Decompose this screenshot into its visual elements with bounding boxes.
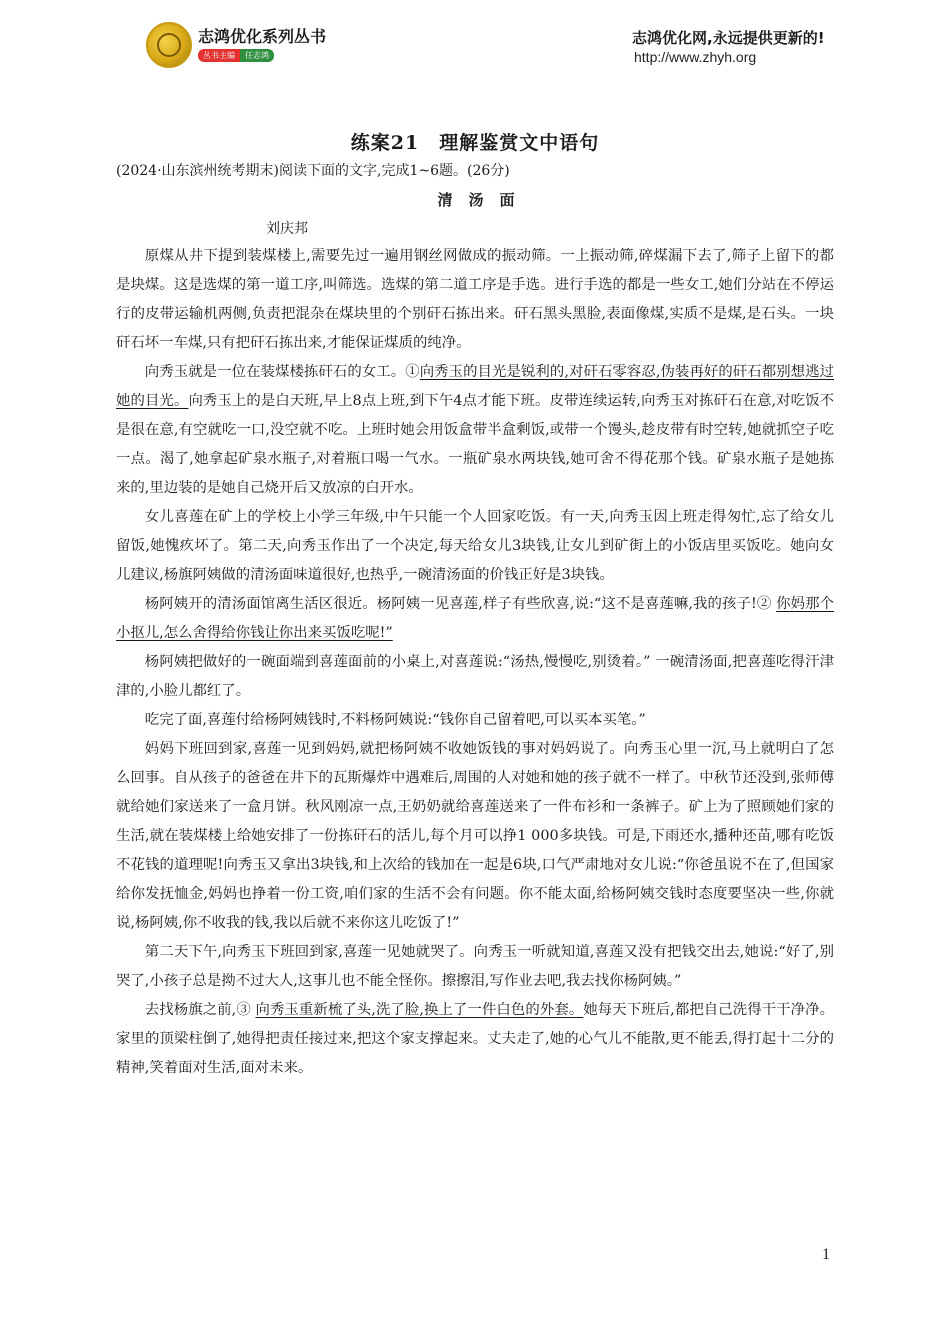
editor-label: 丛书主编 [198,49,240,62]
paragraph-text: 杨阿姨把做好的一碗面端到喜莲面前的小桌上,对喜莲说:“汤热,慢慢吃,别烫着。” 一碗清汤面,把喜莲吃得汗津津的,小脸儿都红了。 [116,654,834,699]
story-paragraph [116,938,834,996]
story-paragraph [116,996,834,1083]
paragraph-text: 去找杨旗之前,③ [144,1002,256,1018]
header-url[interactable]: http://www.zhyh.org [634,49,757,65]
story-body [116,242,834,1083]
page-title: 练案21 理解鉴赏文中语句 [350,132,600,154]
paragraph-text: 女儿喜莲在矿上的学校上小学三年级,中午只能一个人回家吃饭。有一天,向秀玉因上班走得匆忙,忘了给女儿留饭,她愧疚坏了。第二天,向秀玉作出了一个决定,每天给女儿3块钱,让女儿到矿街上的小饭店里买饭吃。她向女儿建议,杨旗阿姨做的清汤面味道很好,也热乎,一碗清汤面的价钱正好是3块钱。 [116,509,834,583]
story-paragraph [116,590,834,648]
paragraph-text: 杨阿姨开的清汤面馆离生活区很近。杨阿姨一见喜莲,样子有些欣喜,说:“这不是喜莲嘛,我的孩子!② [144,596,777,612]
paragraph-text: 吃完了面,喜莲付给杨阿姨钱时,不料杨阿姨说:“钱你自己留着吧,可以买本买笔。” [144,712,646,728]
story-paragraph [116,648,834,706]
editor-name: 任志鸿 [240,49,274,62]
paragraph-text: 第二天下午,向秀玉下班回到家,喜莲一见她就哭了。向秀玉一听就知道,喜莲又没有把钱交出去,她说:“好了,别哭了,小孩子总是拗不过大人,这事儿也不能全怪你。擦擦泪,写作业去吧,我去找你杨阿姨。” [116,944,834,989]
paragraph-text: 向秀玉就是一位在装煤楼拣矸石的女工。① [144,364,420,380]
story-paragraph [116,503,834,590]
series-logo-icon [146,22,192,68]
paragraph-text: 她每天下班后,都把自己洗得干干净净。家里的顶梁柱倒了,她得把责任接过来,把这个家支撑起来。丈夫走了,她的心气儿不能散,更不能丢,得打起十二分的精神,笑着面对生活,面对未来。 [116,1002,835,1076]
story-paragraph [116,706,834,735]
paragraph-text: 原煤从井下提到装煤楼上,需要先过一遍用钢丝网做成的振动筛。一上振动筛,碎煤漏下去了,筛子上留下的都是块煤。这是选煤的第一道工序,叫筛选。选煤的第二道工序是手选。进行手选的都是一些女工,她们分站在不停运行的皮带运输机两侧,负责把混杂在煤块里的个别矸石拣出来。矸石黑头黑脸,表面像煤,实质不是煤,是石头。一块矸石坏一车煤,只有把矸石拣出来,才能保证煤质的纯净。 [116,248,834,351]
paragraph-text: 妈妈下班回到家,喜莲一见到妈妈,就把杨阿姨不收她饭钱的事对妈妈说了。向秀玉心里一沉,马上就明白了怎么回事。自从孩子的爸爸在井下的瓦斯爆炸中遇难后,周围的人对她和她的孩子就不一样了。中秋节还没到,张师傅就给她们家送来了一盒月饼。秋风刚凉一点,王奶奶就给喜莲送来了一件布衫和一条裤子。矿上为了照顾她们家的生活,就在装煤楼上给她安排了一份拣矸石的活儿,每个月可以挣1 000多块钱。可是,下雨还水,播种还苗,哪有吃饭不花钱的道理呢!向秀玉又拿出3块钱,和上次给的钱加在一起是6块,口气严肃地对女儿说:“你爸虽说不在了,但国家给你发抚恤金,妈妈也挣着一份工资,咱们家的生活不会有问题。你不能太面,给杨阿姨交钱时态度要坚决一些,你就说,杨阿姨,你不收我的钱,我以后就不来你这儿吃饭了!” [116,741,834,931]
paragraph-text: 向秀玉上的是白天班,早上8点上班,到下午4点才能下班。皮带连续运转,向秀玉对拣矸石在意,对吃饭不是很在意,有空就吃一口,没空就不吃。上班时她会用饭盒带半盒剩饭,或带一个馒头,趁皮带有时空转,她就抓空子吃一点。渴了,她拿起矿泉水瓶子,对着瓶口喝一气水。一瓶矿泉水两块钱,她可舍不得花那个钱。矿泉水瓶子是她拣来的,里边装的是她自己烧开后又放凉的白开水。 [116,393,834,496]
page-header [0,0,950,80]
question-instruction: (2024·山东滨州统考期末)阅读下面的文字,完成1~6题。(26分) [116,163,510,179]
story-paragraph [116,358,834,503]
header-slogan: 志鸿优化网,永远提供更新的! [632,29,825,47]
series-editor [198,49,274,62]
story-paragraph [116,242,834,358]
story-paragraph [116,735,834,938]
underlined-sentence: 向秀玉重新梳了头,洗了脸,换上了一件白色的外套。 [255,1002,584,1018]
underlined-sentence: 你妈那个小抠儿,怎么舍得给你钱让你出来买饭吃呢!” [116,596,834,641]
underlined-sentence: 向秀玉的目光是锐利的,对矸石零容忍,伪装再好的矸石都别想逃过她的目光。 [116,364,834,409]
story-author: 刘庆邦 [266,221,308,237]
story-title: 清汤面 [437,191,531,209]
series-title: 志鸿优化系列丛书 [198,27,327,46]
page-number: 1 [822,1246,830,1263]
